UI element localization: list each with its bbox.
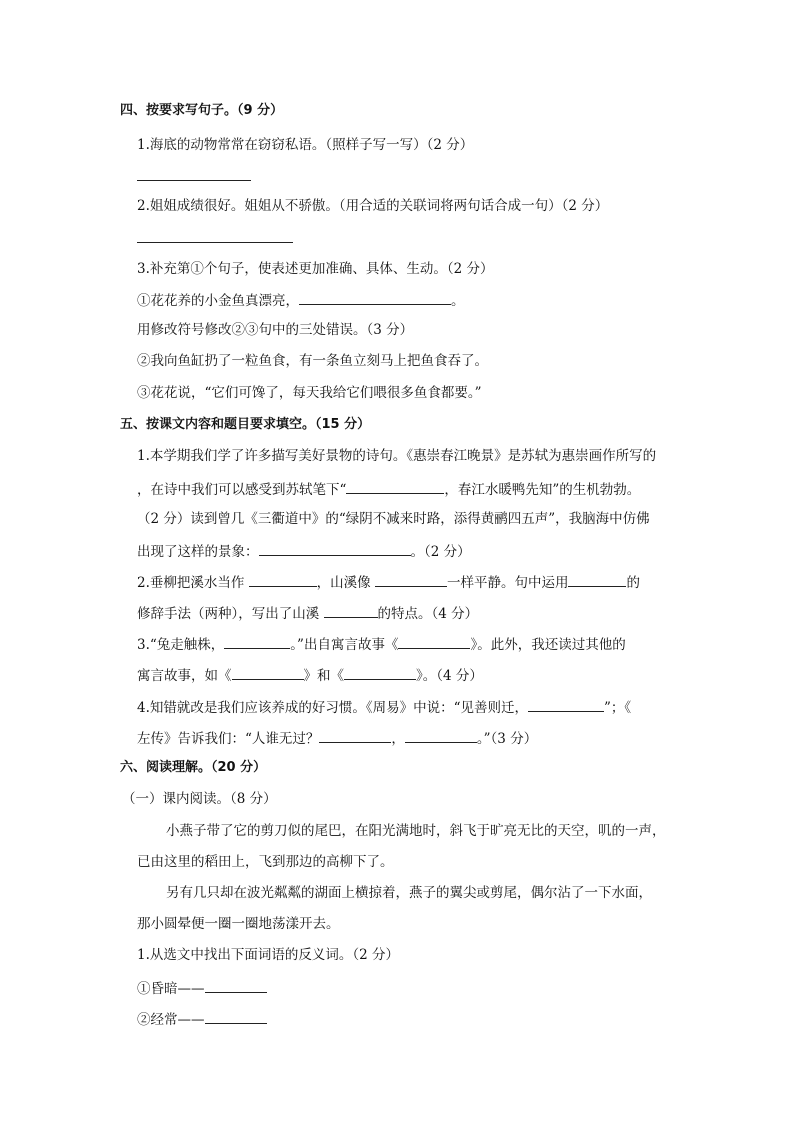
s5-q1d-end: 。（2 分）: [410, 544, 471, 560]
s6-q1a-blank[interactable]: [205, 978, 267, 993]
s5-q3a-blank-1[interactable]: [224, 634, 290, 649]
s4-q3a-text: ①花花养的小金鱼真漂亮，: [137, 293, 299, 309]
s5-q2-line-2: [137, 603, 478, 623]
s4-q3a-end: 。: [451, 293, 465, 309]
s5-q3b-2: 》和《: [303, 668, 344, 684]
s4-question-1: 1.海底的动物常常在窃窃私语。（照样子写一写）（2 分）: [137, 137, 474, 153]
s4-q3-sentence-2: ②我向鱼缸扔了一粒鱼食，有一条鱼立刻马上把鱼食吞了。: [137, 353, 488, 369]
s5-q2a-2: ，山溪像: [316, 575, 375, 591]
s5-q1b-blank[interactable]: [346, 479, 444, 494]
s5-q1-line-4: [137, 541, 471, 561]
s5-q3a-3: 》。此外，我还读过其他的: [470, 637, 626, 653]
s5-q2a-blank-1[interactable]: [249, 572, 317, 587]
s5-q1b-end: ，春江水暖鸭先知”的生机勃勃。: [444, 482, 641, 498]
s5-q3a-2: 。”出自寓言故事《: [290, 637, 399, 653]
s6-passage-p1-line-2: 已由这里的稻田上，飞到那边的高柳下了。: [137, 854, 394, 870]
s5-q4-line-1: [137, 697, 631, 717]
section-6-heading: 六、阅读理解。（20 分）: [120, 760, 267, 775]
s4-question-3: 3.补充第①个句子，使表述更加准确、具体、生动。（2 分）: [137, 261, 494, 277]
s5-q1b-text: ，在诗中我们可以感受到苏轼笔下“: [137, 482, 347, 498]
s5-q4-line-2: [137, 728, 537, 748]
s6-subsection-1: （一）课内阅读。（8 分）: [122, 791, 277, 807]
s4-q3-sentence-3: ③花花说，“它们可馋了，每天我给它们喂很多鱼食都要。”: [137, 385, 482, 401]
s5-q4a-2: ”；《: [604, 700, 632, 716]
s6-q1b-blank[interactable]: [205, 1009, 267, 1024]
s5-q4a-1: 4.知错就改是我们应该养成的好习惯。《周易》中说：“见善则迁，: [137, 700, 529, 716]
s5-q3b-blank-2[interactable]: [344, 665, 416, 680]
s4-q3-sentence-1: [137, 290, 465, 310]
section-4-heading: 四、按要求写句子。（9 分）: [120, 103, 284, 118]
s5-q1-line-2: [137, 479, 640, 499]
s5-q4b-blank-2[interactable]: [405, 728, 477, 743]
s4-question-2: 2.姐姐成绩很好。姐姐从不骄傲。（用合适的关联词将两句话合成一句）（2 分）: [137, 198, 609, 214]
s5-q3b-1: 寓言故事，如《: [137, 668, 232, 684]
s5-q4b-2: ，: [391, 731, 405, 747]
s5-q1d-text: 出现了这样的景象：: [137, 544, 259, 560]
s6-question-1: 1.从选文中找出下面词语的反义词。（2 分）: [137, 947, 400, 963]
s5-q3b-3: 》。（4 分）: [416, 668, 483, 684]
s5-q1-line-3: （2 分）读到曾几《三衢道中》的“绿阴不减来时路，添得黄鹂四五声”，我脑海中仿佛: [137, 511, 650, 527]
s5-q2a-blank-3[interactable]: [568, 572, 626, 587]
s5-q2a-4: 的: [626, 575, 640, 591]
s5-q2a-1: 2.垂柳把溪水当作: [137, 575, 249, 591]
s5-q2b-2: 的特点。（4 分）: [377, 606, 479, 622]
s5-q2b-blank[interactable]: [324, 603, 378, 618]
s5-q3b-blank-1[interactable]: [232, 665, 304, 680]
s6-passage-p2-line-1: 另有几只却在波光粼粼的湖面上横掠着，燕子的翼尖或剪尾，偶尔沾了一下水面，: [166, 885, 652, 901]
s6-q1b-text: ②经常——: [137, 1012, 205, 1028]
s4-q2-answer-line[interactable]: [137, 242, 293, 243]
s5-q1-line-1: 1.本学期我们学了许多描写美好景物的诗句。《惠崇春江晚景》是苏轼为惠崇画作所写的: [137, 448, 657, 464]
s5-q2b-1: 修辞手法（两种），写出了山溪: [137, 606, 324, 622]
s5-q4b-1: 左传》告诉我们：“人谁无过？: [137, 731, 320, 747]
s4-q3a-blank[interactable]: [299, 290, 451, 305]
s5-q2a-blank-2[interactable]: [375, 572, 447, 587]
s6-q1-item-2: [137, 1009, 267, 1029]
s4-q3-instruction: 用修改符号修改②③句中的三处错误。（3 分）: [137, 322, 414, 338]
s5-q4b-3: 。”（3 分）: [476, 731, 538, 747]
s5-q4a-blank[interactable]: [528, 697, 604, 712]
s6-passage-p1-line-1: 小燕子带了它的剪刀似的尾巴，在阳光满地时，斜飞于旷亮无比的天空，叽的一声，: [166, 823, 666, 839]
s5-q3a-1: 3.“兔走触株，: [137, 637, 225, 653]
section-5-heading: 五、按课文内容和题目要求填空。（15 分）: [120, 417, 371, 432]
s4-q1-answer-line[interactable]: [137, 180, 251, 181]
s5-q3a-blank-2[interactable]: [398, 634, 470, 649]
s5-q3-line-1: [137, 634, 626, 654]
s5-q2-line-1: [137, 572, 640, 592]
s6-passage-p2-line-2: 那小圆晕便一圈一圈地荡漾开去。: [137, 916, 340, 932]
s5-q4b-blank-1[interactable]: [319, 728, 391, 743]
s5-q1d-blank[interactable]: [259, 541, 411, 556]
s5-q2a-3: 一样平静。句中运用: [446, 575, 569, 591]
s6-q1-item-1: [137, 978, 267, 998]
s5-q3-line-2: [137, 665, 483, 685]
s6-q1a-text: ①昏暗——: [137, 981, 205, 997]
